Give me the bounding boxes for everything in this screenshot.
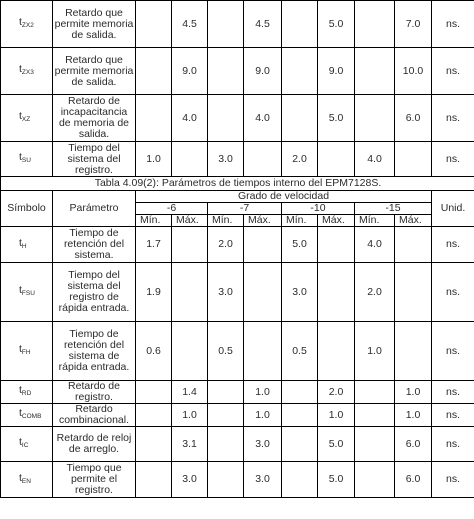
parameter-cell: Retardo de incapacitancia de memoria de salida. (53, 95, 136, 142)
value-cell: 6.0 (395, 427, 432, 462)
value-cell (318, 322, 355, 381)
value-cell (136, 404, 172, 427)
value-cell: 4.5 (172, 1, 208, 48)
value-cell: 6.0 (395, 95, 432, 142)
parameter-cell: Tiempo de retención del sistema. (53, 227, 136, 263)
value-cell (355, 404, 395, 427)
value-cell (136, 1, 172, 48)
unit-cell: ns. (432, 462, 474, 498)
symbol-subscript: FSU (21, 290, 35, 297)
value-cell: 4.0 (172, 95, 208, 142)
symbol-subscript: FH (21, 349, 31, 356)
value-cell: 1.0 (244, 381, 282, 404)
value-cell: 5.0 (318, 1, 355, 48)
value-cell (318, 263, 355, 322)
value-cell: 5.0 (282, 227, 318, 263)
symbol-cell (1, 1, 53, 48)
table-row (1, 322, 474, 381)
symbol-cell (1, 427, 53, 462)
value-cell (208, 427, 244, 462)
value-cell: 5.0 (318, 462, 355, 498)
unit-cell: ns. (432, 381, 474, 404)
unit-cell: ns. (432, 1, 474, 48)
value-cell (244, 142, 282, 177)
value-cell: 3.0 (244, 427, 282, 462)
value-cell (136, 95, 172, 142)
symbol-subscript: SU (21, 157, 31, 164)
value-cell (282, 95, 318, 142)
value-cell (136, 381, 172, 404)
value-cell: 4.0 (244, 95, 282, 142)
value-cell (355, 95, 395, 142)
parameter-cell: Tiempo del sistema del registro de rápida entrada. (53, 263, 136, 322)
header-max: Máx. (395, 215, 432, 227)
value-cell (172, 322, 208, 381)
value-cell (395, 263, 432, 322)
header-simbolo: Símbolo (1, 191, 53, 227)
value-cell: 9.0 (244, 48, 282, 95)
value-cell: 5.0 (318, 95, 355, 142)
value-cell: 3.1 (172, 427, 208, 462)
value-cell: 4.5 (244, 1, 282, 48)
value-cell: 6.0 (395, 462, 432, 498)
value-cell (244, 227, 282, 263)
header-max: Máx. (172, 215, 208, 227)
value-cell: 2.0 (208, 227, 244, 263)
value-cell (136, 462, 172, 498)
value-cell (208, 462, 244, 498)
value-cell: 7.0 (395, 1, 432, 48)
header-min: Mín. (282, 215, 318, 227)
value-cell: 5.0 (318, 427, 355, 462)
symbol-subscript: EN (21, 477, 31, 485)
header-max: Máx. (244, 215, 282, 227)
symbol-letter: t (19, 284, 22, 296)
value-cell (208, 1, 244, 48)
unit-cell: ns. (432, 427, 474, 462)
table-row (1, 427, 474, 462)
value-cell (172, 142, 208, 177)
table-row (1, 227, 474, 263)
value-cell: 1.0 (244, 404, 282, 427)
header-grade: -7 (208, 203, 282, 215)
symbol-cell (1, 404, 53, 427)
value-cell (395, 142, 432, 177)
symbol-letter: t (19, 16, 22, 28)
value-cell (136, 48, 172, 95)
header-parametro: Parámetro (53, 191, 136, 227)
value-cell: 9.0 (318, 48, 355, 95)
unit-cell: ns. (432, 48, 474, 95)
value-cell (208, 381, 244, 404)
table-row (1, 48, 474, 95)
header-min: Mín. (136, 215, 172, 227)
value-cell: 3.0 (244, 462, 282, 498)
table-caption: Tabla 4.09(2): Parámetros de tiempos interno del EPM7128S. (1, 177, 474, 191)
symbol-subscript: H (21, 242, 27, 250)
value-cell: 1.0 (136, 142, 172, 177)
table-row (1, 404, 474, 427)
value-cell (136, 427, 172, 462)
value-cell (208, 95, 244, 142)
header-grade: -6 (136, 203, 208, 215)
value-cell (172, 263, 208, 322)
symbol-letter: t (19, 471, 22, 484)
table-row (1, 142, 474, 177)
value-cell: 9.0 (172, 48, 208, 95)
table-row (1, 381, 474, 404)
symbol-cell (1, 142, 53, 177)
value-cell (355, 381, 395, 404)
value-cell: 1.0 (355, 322, 395, 381)
symbol-cell (1, 48, 53, 95)
header-min: Mín. (355, 215, 395, 227)
value-cell (355, 1, 395, 48)
value-cell (208, 48, 244, 95)
symbol-letter: t (19, 63, 22, 75)
symbol-subscript: ZX2 (21, 22, 34, 29)
symbol-letter: t (19, 151, 22, 163)
parameter-cell: Tiempo de retención del sistema de rápida entrada. (53, 322, 136, 381)
value-cell (355, 48, 395, 95)
caption-row (1, 177, 474, 191)
header-grado: Grado de velocidad (136, 191, 432, 203)
value-cell (244, 322, 282, 381)
value-cell (282, 404, 318, 427)
symbol-subscript: RD (21, 390, 32, 397)
value-cell (355, 427, 395, 462)
value-cell: 1.7 (136, 227, 172, 263)
parameter-cell: Retardo de reloj de arreglo. (53, 427, 136, 462)
parameter-cell: Retardo que permite memoria de salida. (53, 48, 136, 95)
value-cell: 2.0 (355, 263, 395, 322)
value-cell: 3.0 (208, 142, 244, 177)
table-row (1, 263, 474, 322)
parameter-cell: Retardo de registro. (53, 381, 136, 404)
symbol-letter: t (19, 436, 22, 448)
unit-cell: ns. (432, 263, 474, 322)
unit-cell: ns. (432, 227, 474, 263)
table-row (1, 1, 474, 48)
symbol-letter: t (19, 407, 22, 419)
symbol-cell (1, 95, 53, 142)
symbol-letter: t (19, 110, 22, 122)
parameter-cell: Retardo combinacional. (53, 404, 136, 427)
value-cell (282, 427, 318, 462)
value-cell: 1.0 (395, 381, 432, 404)
value-cell: 4.0 (355, 227, 395, 263)
value-cell: 0.5 (208, 322, 244, 381)
symbol-subscript: IC (21, 442, 29, 449)
value-cell (282, 462, 318, 498)
value-cell (282, 381, 318, 404)
symbol-subscript: ZX3 (21, 69, 34, 76)
header-grade: -10 (282, 203, 355, 215)
value-cell (172, 227, 208, 263)
value-cell (244, 263, 282, 322)
value-cell (395, 227, 432, 263)
unit-cell: ns. (432, 404, 474, 427)
symbol-letter: t (19, 384, 22, 396)
unit-cell: ns. (432, 95, 474, 142)
value-cell (282, 48, 318, 95)
header-unid: Unid. (432, 191, 474, 227)
symbol-letter: t (19, 236, 22, 249)
value-cell: 3.0 (282, 263, 318, 322)
table-row (1, 462, 474, 498)
symbol-cell (1, 263, 53, 322)
header-max: Máx. (318, 215, 355, 227)
value-cell: 3.0 (208, 263, 244, 322)
parameter-cell: Tiempo que permite el registro. (53, 462, 136, 498)
header-row (1, 191, 474, 203)
symbol-cell (1, 227, 53, 263)
symbol-subscript: XZ (21, 116, 31, 123)
header-min: Mín. (208, 215, 244, 227)
value-cell (395, 322, 432, 381)
value-cell (355, 462, 395, 498)
value-cell: 1.4 (172, 381, 208, 404)
value-cell: 1.0 (395, 404, 432, 427)
symbol-cell (1, 322, 53, 381)
value-cell (282, 1, 318, 48)
value-cell: 10.0 (395, 48, 432, 95)
value-cell: 1.0 (318, 404, 355, 427)
header-grade: -15 (355, 203, 432, 215)
table-row (1, 95, 474, 142)
symbol-cell (1, 462, 53, 498)
value-cell: 4.0 (355, 142, 395, 177)
symbol-cell (1, 381, 53, 404)
parameter-cell: Tiempo del sistema del registro. (53, 142, 136, 177)
value-cell (318, 142, 355, 177)
value-cell (208, 404, 244, 427)
value-cell: 2.0 (282, 142, 318, 177)
unit-cell: ns. (432, 142, 474, 177)
parameter-cell: Retardo que permite memoria de salida. (53, 1, 136, 48)
value-cell (318, 227, 355, 263)
value-cell: 2.0 (318, 381, 355, 404)
unit-cell: ns. (432, 322, 474, 381)
value-cell: 0.5 (282, 322, 318, 381)
symbol-letter: t (19, 343, 22, 355)
value-cell: 3.0 (172, 462, 208, 498)
value-cell: 1.9 (136, 263, 172, 322)
value-cell: 1.0 (172, 404, 208, 427)
symbol-subscript: COMB (21, 413, 42, 420)
value-cell: 0.6 (136, 322, 172, 381)
